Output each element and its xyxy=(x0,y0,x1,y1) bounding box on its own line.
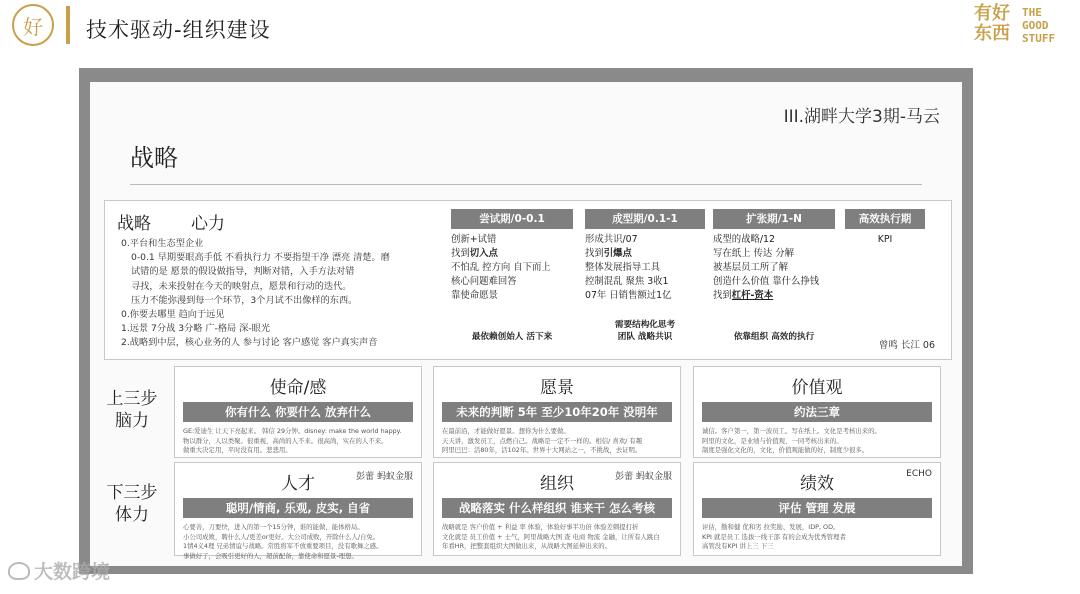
stage-expansion xyxy=(713,209,835,303)
stage-items xyxy=(585,233,705,303)
card-body xyxy=(442,523,672,552)
card-body xyxy=(442,427,672,456)
card-title: 价值观 xyxy=(791,378,843,398)
strategy-notes xyxy=(121,237,451,351)
card-body-line: 天天讲，激发员工，点燃自己。战略是一定不一样的。相信/ 喜欢/ 有趣 xyxy=(442,436,643,445)
card-performance xyxy=(693,462,941,556)
stage-foot xyxy=(585,319,705,343)
card-body xyxy=(702,427,932,456)
card-bar: 聪明/情商, 乐观, 皮实, 自省 xyxy=(183,498,413,518)
stage-item: 形成共识/07 xyxy=(585,234,638,245)
stage-foot-line: 依靠组织 高效的执行 xyxy=(733,332,815,342)
card-title: 使命/感 xyxy=(269,378,327,398)
card-bar: 约法三章 xyxy=(702,402,932,422)
brand-en xyxy=(1022,6,1055,45)
card-body-line: 事做好了，会吸引更好的人，超前配备，靠使命和愿景-理想。 xyxy=(183,551,358,560)
card-body-line: 1情4义4理 兄弟情谊与战略。常胜将军不放重要项目，没有歌舞之感。 xyxy=(183,542,383,550)
stage-item xyxy=(451,247,573,261)
card-body-line: 心要善，刀要快，进入的第一个15分钟，谁的能做，能体格局。 xyxy=(183,523,364,531)
card-body xyxy=(183,427,413,456)
watermark xyxy=(8,557,110,584)
card-body xyxy=(183,523,413,561)
card-body-line: 诚信。客户第一，第一波员工。写在纸上。文化是考核出来的。 xyxy=(702,427,881,435)
card-body-line: 物以群分，人以类聚。很重视，高尚的人不来。很高尚，实在的人不来。 xyxy=(183,436,388,445)
stage-foot-line: 团队 战略共识 xyxy=(617,332,673,342)
signature: 曾鸣 长江 06 xyxy=(878,340,935,351)
stage-items xyxy=(713,233,835,303)
stage-items xyxy=(451,233,573,303)
strategy-heading: 战略 xyxy=(117,214,151,234)
stage-item xyxy=(713,289,835,303)
card-title: 人才 xyxy=(281,474,315,494)
card-note: ECHO xyxy=(906,469,932,479)
brand-cn: 有好东西 xyxy=(974,3,1010,44)
watermark-logo-icon xyxy=(8,562,30,580)
strategy-box xyxy=(104,200,952,360)
card-body-line: KPI 就是员工 选拔一线干部 有的会成为优秀管理者 xyxy=(702,532,846,541)
row-label-line: 下三步 xyxy=(106,483,158,503)
stage-item: 整体发展指导工具 xyxy=(585,262,661,273)
stage-item-text: 找到 xyxy=(713,290,732,301)
brand-en-line: GOOD xyxy=(1022,19,1049,32)
card-body-line: 阿里的文化，是业绩与价值观，一同考核出来的。 xyxy=(702,436,843,445)
note-line: 压力不能弥漫到每一个环节，3个月试不出像样的东西。 xyxy=(131,294,358,306)
stage-item: KPI xyxy=(877,234,893,245)
stage-head: 成型期/0.1-1 xyxy=(585,209,705,229)
stage-execution xyxy=(845,209,925,247)
row-label-line: 脑力 xyxy=(115,411,149,431)
stage-foot-line: 最依赖创始人 活下来 xyxy=(471,332,553,342)
card-body-line: 高管没有KPI 讲上三 下三 xyxy=(702,542,774,550)
card-note: 彭蕾 蚂蚁金服 xyxy=(615,472,672,482)
card-body-line: 战略就是 客户价值 + 利益 率 体验，体验好事半功倍 体验差刺提打折 xyxy=(442,523,639,531)
slide-title: 战略 xyxy=(130,144,178,172)
stage-item-text: 找到 xyxy=(585,248,604,259)
note-line: 0.平台和生态型企业 xyxy=(121,238,204,249)
stage-item-em: 杠杆-资本 xyxy=(731,290,774,301)
stage-item xyxy=(585,247,705,261)
header-divider xyxy=(66,6,70,44)
stage-item-text: 找到 xyxy=(451,248,470,259)
card-body-line: 制度是强化文化的，文化，价值观能做的好，制度少很多。 xyxy=(702,446,869,454)
card-talent xyxy=(174,462,422,560)
slide-canvas xyxy=(90,82,962,566)
card-body-line: 年看HR，把整套组织大图做出来，从战略大图延伸出来的。 xyxy=(442,542,612,550)
stage-item: 创新+试错 xyxy=(451,234,497,245)
card-bar: 未来的判断 5年 至少10年20年 没明年 xyxy=(442,402,672,422)
card-title: 组织 xyxy=(540,474,574,494)
stage-item: 被基层员工所了解 xyxy=(713,262,789,273)
stage-item: 靠使命愿景 xyxy=(451,290,498,301)
card-body-line: GE:爱迪生 让天下亮起来。 韩信 29分钟。disney: make the world happy. xyxy=(183,427,402,435)
row-label-line: 体力 xyxy=(115,505,149,525)
stage-head: 扩张期/1-N xyxy=(713,209,835,229)
note-line: 0-0.1 早期要眼高手低 不看执行力 不要指望干净 漂亮 清楚。磨 xyxy=(131,252,390,264)
stage-item: 写在纸上 传达 分解 xyxy=(713,248,794,259)
card-body-line: 文化就是 员工价值 + 士气，阿里战略大图 查 电商 物流 金融，让所有人跳白 xyxy=(442,532,660,541)
card-body-line: 做重大决定用，平时没有用。悲悲用。 xyxy=(183,446,292,454)
title-underline xyxy=(130,184,922,185)
stage-item-em: 切入点 xyxy=(469,248,498,259)
card-body-line: 阿里巴巴：活80年，活102年。世界十大网站之一，不挑战，去证明。 xyxy=(442,446,642,454)
card-body-line: 评估，勤和健 优和劣 拉奖励、发展，IDP, OD。 xyxy=(702,523,840,531)
row-label-lower xyxy=(102,482,162,526)
note-line: 寻找，未来投射在今天的映射点，愿景和行动的迭代。 xyxy=(131,280,352,292)
brand-en-line: THE xyxy=(1022,6,1042,19)
card-bar: 你有什么 你要什么 放弃什么 xyxy=(183,402,413,422)
brand-logo xyxy=(974,4,1066,48)
card-bar: 战略落实 什么样组织 谁来干 怎么考核 xyxy=(442,498,672,518)
stage-items xyxy=(845,233,925,247)
card-title: 愿景 xyxy=(540,378,574,398)
slide-subtitle: III.湖畔大学3期-马云 xyxy=(783,107,940,127)
card-organization xyxy=(433,462,681,556)
card-bar: 评估 管理 发展 xyxy=(702,498,932,518)
mind-heading: 心力 xyxy=(191,214,225,234)
brand-en-line: STUFF xyxy=(1022,32,1056,45)
page-title: 技术驱动-组织建设 xyxy=(86,18,271,42)
note-line: 2.战略到中层，核心业务的人 参与讨论 客户感觉 客户真实声音 xyxy=(121,337,378,349)
row-label-line: 上三步 xyxy=(106,389,158,409)
card-body-line: 在最前沿，才能做好愿景。想你为什么要做。 xyxy=(442,427,570,435)
card-body xyxy=(702,523,932,552)
row-label-upper xyxy=(102,388,162,432)
stage-foot-line: 需要结构化思考 xyxy=(614,320,676,330)
stage-head: 尝试期/0-0.1 xyxy=(451,209,573,229)
note-line: 试错的是 愿景的假设做指导，判断对错，入手方法对错 xyxy=(131,266,355,278)
stage-foot xyxy=(451,331,573,343)
slide-frame xyxy=(79,68,973,574)
card-mission xyxy=(174,366,422,458)
stage-item: 07年 日销售额过1亿 xyxy=(585,290,672,301)
stage-item: 成型的战略/12 xyxy=(713,234,775,245)
stage-item: 不怕乱 控方向 自下而上 xyxy=(451,262,551,273)
watermark-text: 大数跨境 xyxy=(34,561,111,583)
card-body-line: 小公司成败，聘什么人/更差or更好。大公司成败，开除什么人/自免。 xyxy=(183,532,380,541)
note-line: 1.远景 7分战 3分略 广-格局 深-眼光 xyxy=(121,323,271,335)
card-title: 绩效 xyxy=(800,474,834,494)
card-vision xyxy=(433,366,681,458)
stage-item: 核心问题难回答 xyxy=(451,276,517,287)
stage-trial xyxy=(451,209,573,303)
brand-logo-icon: 好 xyxy=(12,4,54,46)
stage-head: 高效执行期 xyxy=(845,209,925,229)
stage-item: 控制混乱 聚焦 3收1 xyxy=(585,276,669,287)
stage-item: 创造什么价值 靠什么挣钱 xyxy=(713,276,820,287)
stage-foot xyxy=(713,331,835,343)
stage-item-em: 引爆点 xyxy=(603,248,632,259)
card-note: 彭蕾 蚂蚁金服 xyxy=(356,472,413,482)
stage-forming xyxy=(585,209,705,303)
note-line: 0.你要去哪里 趋向于远见 xyxy=(121,309,225,321)
card-values xyxy=(693,366,941,458)
